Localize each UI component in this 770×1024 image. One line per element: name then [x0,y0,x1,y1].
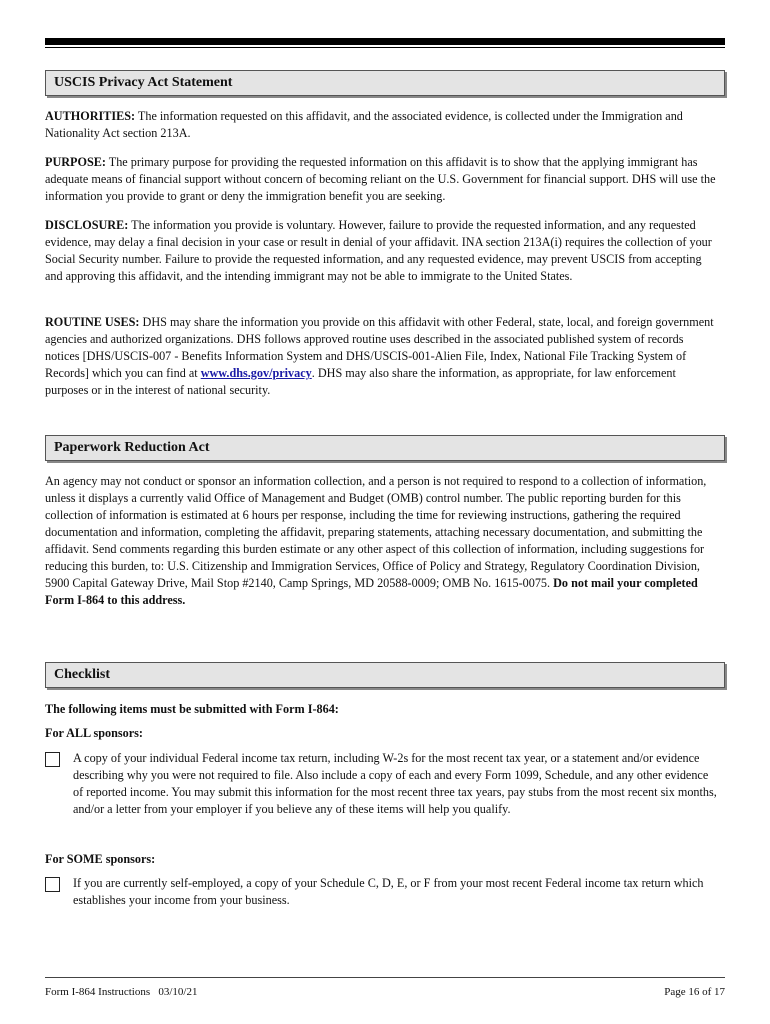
all-sponsors-item-text: A copy of your individual Federal income tax return, including W-2s for the most recent tax year, or a statement and/or evidence describing why you were not required to file. Also include a copy of each and every Form 1099, Schedule, and any other evidence of reported income. You may submit this information for the most recent three tax years, pay stubs from the most recent six months, and/or a letter from your employer if you believe any of these items will help you qualify. [73,751,717,816]
footer-form-id: Form I-864 Instructions 03/10/21 [45,986,198,998]
all-sponsors-checkbox[interactable] [45,752,60,767]
paperwork-section-header: Paperwork Reduction Act [45,435,725,461]
footer-rule [45,977,725,978]
paperwork-paragraph [45,473,717,609]
purpose-paragraph [45,154,717,205]
some-sponsors-checkbox[interactable] [45,877,60,892]
routine-uses-text-end: . DHS may also share the information, as appropriate, for law enforcement purposes or in the interest of national security. [45,366,676,397]
purpose-label: PURPOSE: [45,155,106,169]
authorities-label: AUTHORITIES: [45,109,136,123]
routine-uses-label: ROUTINE USES: [45,315,140,329]
some-sponsors-item-text: If you are currently self-employed, a copy of your Schedule C, D, E, or F from your most recent Federal income tax return which establishes your income from your business. [73,876,704,907]
all-sponsors-heading: For ALL sponsors: [45,726,143,740]
disclosure-text: The information you provide is voluntary. However, failure to provide the requested information, and any requested evidence, may delay a final decision in your case or result in denial of your affidavit. INA section 213A(i) requires the collection of your Social Security number. Failure to provide the requested information, and any requested evidence, may prevent USCIS from accepting and approving this affidavit, and the intending immigrant may not be able to immigrate to the United States. [45,218,712,283]
some-sponsors-heading: For SOME sponsors: [45,852,156,866]
routine-uses-paragraph [45,314,717,399]
footer-page-number: Page 16 of 17 [664,986,725,998]
checklist-intro: The following items must be submitted with Form I-864: [45,702,339,716]
paperwork-bold-note: Do not mail your completed Form I-864 to this address. [45,576,698,607]
routine-uses-text: DHS may share the information you provide on this affidavit with other Federal, state, local, and foreign government agencies and authorized organizations. DHS follows approved routine uses described in the associated published system of records notices [DHS/USCIS-007 - Benefits Information System and DHS/USCIS-001-Alien File, Index, National File Tracking System of Records] which you can find at [45,315,714,380]
authorities-text: The information requested on this affidavit, and the associated evidence, is collected under the Immigration and Nationality Act section 213A. [45,109,683,140]
disclosure-label: DISCLOSURE: [45,218,129,232]
dhs-privacy-link[interactable]: www.dhs.gov/privacy [200,366,312,380]
top-rule [45,38,725,45]
checklist-section-header: Checklist [45,662,725,688]
authorities-paragraph [45,108,717,142]
privacy-section-header: USCIS Privacy Act Statement [45,70,725,96]
top-rule-thin [45,47,725,48]
purpose-text: The primary purpose for providing the requested information on this affidavit is to show that the applying immigrant has adequate means of financial support without concern of becoming reliant on the U.S. Government for financial support. DHS will use the information you provide to grant or deny the immigration benefit you are seeking. [45,155,716,203]
paperwork-text: An agency may not conduct or sponsor an information collection, and a person is not required to respond to a collection of information, unless it displays a currently valid Office of Management and Budget (OMB) control number. The public reporting burden for this collection of information is estimated at 6 hours per response, including the time for reviewing instructions, gathering the required documentation and information, completing the affidavit, preparing statements, attaching necessary documentation, and submitting the affidavit. Send comments regarding this burden estimate or any other aspect of this collection of information, including suggestions for reducing this burden, to: U.S. Citizenship and Immigration Services, Office of Policy and Strategy, Regulatory Coordination Division, 5900 Capital Gateway Drive, Mail Stop #2140, Camp Springs, MD 20588-0009; OMB No. 1615-0075. [45,474,707,590]
disclosure-paragraph [45,217,717,285]
